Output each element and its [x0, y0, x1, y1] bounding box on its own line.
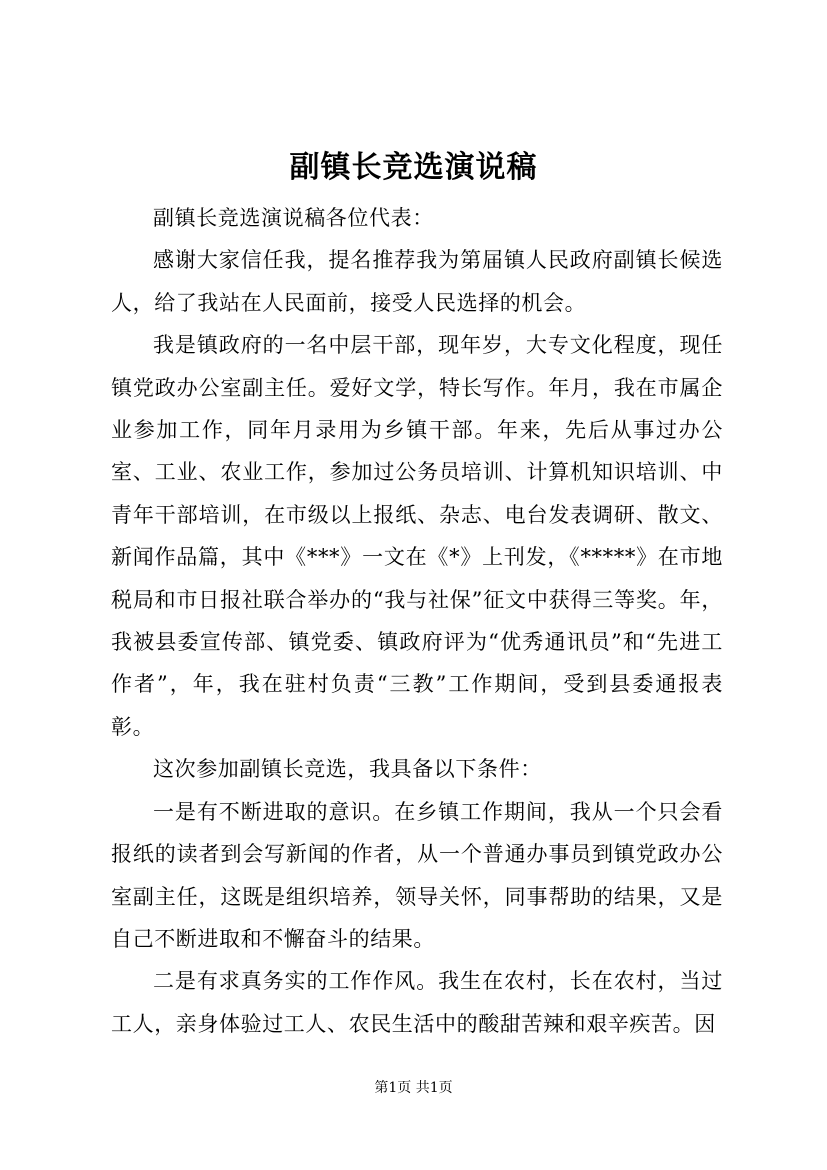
paragraph-condition-one: 一是有不断进取的意识。在乡镇工作期间，我从一个只会看报纸的读者到会写新闻的作者，从一个普通办事员到镇党政办公室副主任，这既是组织培养，领导关怀，同事帮助的结果，又是自己不断进取和不懈奋斗的结果。 — [111, 799, 723, 951]
paragraph-background: 我是镇政府的一名中层干部，现年岁，大专文化程度，现任镇党政办公室副主任。爱好文学，特长写作。年月，我在市属企业参加工作，同年月录用为乡镇干部。年来，先后从事过办公室、工业、农业工作，参加过公务员培训、计算机知识培训、中青年干部培训，在市级以上报纸、杂志、电台发表调研、散文、新闻作品篇，其中《***》一文在《*》上刊发，《*****》在市地税局和市日报社联合举办的“我与社保”征文中获得三等奖。年，我被县委宣传部、镇党委、镇政府评为“优秀通讯员”和“先进工作者”，年，我在驻村负责“三教”工作期间，受到县委通报表彰。 — [111, 333, 723, 739]
paragraph-condition-two: 二是有求真务实的工作作风。我生在农村，长在农村，当过工人，亲身体验过工人、农民生活中的酸甜苦辣和艰辛疾苦。因 — [111, 969, 723, 1036]
document-title: 副镇长竞选演说稿 — [289, 150, 538, 185]
paragraph-thanks: 感谢大家信任我，提名推荐我为第届镇人民政府副镇长候选人，给了我站在人民面前，接受人民选择的机会。 — [111, 248, 723, 315]
page-footer: 第1页 共1页 — [374, 1080, 453, 1096]
paragraph-salutation: 副镇长竞选演说稿各位代表： — [153, 206, 434, 230]
paragraph-conditions-intro: 这次参加副镇长竞选，我具备以下条件： — [153, 757, 542, 782]
document-body — [111, 197, 723, 1045]
